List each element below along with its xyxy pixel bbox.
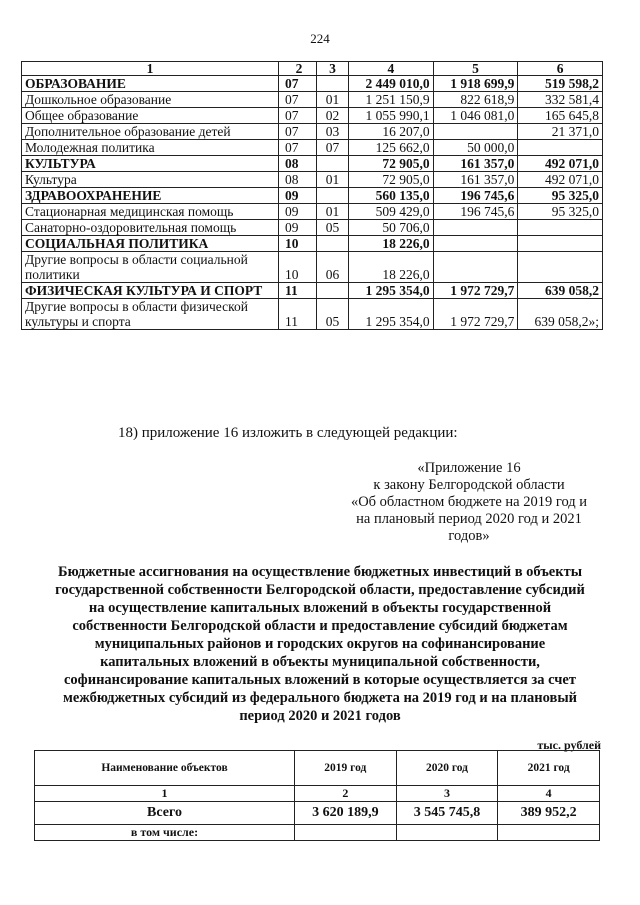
budget-row bbox=[22, 76, 603, 92]
row-value-2019: 72 905,0 bbox=[349, 156, 434, 172]
title-line: собственности Белгородской области и предоставление субсидий бюджетам bbox=[72, 618, 568, 634]
row-name: Молодежная политика bbox=[22, 140, 279, 156]
row-code: 10 bbox=[279, 252, 317, 283]
row-code: 07 bbox=[279, 92, 317, 108]
row-value-2019: 18 226,0 bbox=[349, 236, 434, 252]
title-line: софинансирование капитальных вложений в которые осуществляется за счет bbox=[64, 672, 576, 688]
row-value-2020: 161 357,0 bbox=[433, 172, 518, 188]
row-subcode: 01 bbox=[317, 172, 349, 188]
row-value-2019: 125 662,0 bbox=[349, 140, 434, 156]
row-value-2021: 332 581,4 bbox=[518, 92, 603, 108]
row-value-2019: 1 295 354,0 bbox=[349, 299, 434, 330]
row-value-2021: 95 325,0 bbox=[518, 204, 603, 220]
row-name: Культура bbox=[22, 172, 279, 188]
row-subcode: 05 bbox=[317, 299, 349, 330]
row-name: ФИЗИЧЕСКАЯ КУЛЬТУРА И СПОРТ bbox=[22, 283, 279, 299]
row-name: ОБРАЗОВАНИЕ bbox=[22, 76, 279, 92]
row-subcode: 06 bbox=[317, 252, 349, 283]
total-2019: 3 620 189,9 bbox=[295, 802, 397, 825]
row-code: 07 bbox=[279, 124, 317, 140]
row-value-2019: 16 207,0 bbox=[349, 124, 434, 140]
row-value-2019: 72 905,0 bbox=[349, 172, 434, 188]
header-col-3: 3 bbox=[317, 62, 349, 76]
objects-number-4: 4 bbox=[498, 786, 600, 802]
row-subcode bbox=[317, 283, 349, 299]
row-value-2021: 21 371,0 bbox=[518, 124, 603, 140]
budget-row bbox=[22, 156, 603, 172]
row-code: 07 bbox=[279, 108, 317, 124]
budget-row bbox=[22, 283, 603, 299]
row-code: 09 bbox=[279, 204, 317, 220]
row-value-2019: 1 055 990,1 bbox=[349, 108, 434, 124]
title-line: межбюджетных субсидий из федерального бюджета на 2019 год и на плановый bbox=[62, 690, 578, 706]
row-name: Стационарная медицинская помощь bbox=[22, 204, 279, 220]
row-value-2020: 1 972 729,7 bbox=[433, 283, 518, 299]
row-value-2020: 1 046 081,0 bbox=[433, 108, 518, 124]
budget-row bbox=[22, 188, 603, 204]
including-label: в том числе: bbox=[35, 825, 295, 841]
header-col-5: 5 bbox=[433, 62, 518, 76]
row-value-2021: 519 598,2 bbox=[518, 76, 603, 92]
objects-number-1: 1 bbox=[35, 786, 295, 802]
row-name: СОЦИАЛЬНАЯ ПОЛИТИКА bbox=[22, 236, 279, 252]
row-code: 07 bbox=[279, 76, 317, 92]
header-col-4: 4 bbox=[349, 62, 434, 76]
row-value-2021: 492 071,0 bbox=[518, 156, 603, 172]
row-value-2019: 2 449 010,0 bbox=[349, 76, 434, 92]
row-name: Дополнительное образование детей bbox=[22, 124, 279, 140]
row-code: 09 bbox=[279, 220, 317, 236]
row-value-2021 bbox=[518, 236, 603, 252]
budget-row bbox=[22, 108, 603, 124]
annex-line: к закону Белгородской области bbox=[373, 477, 565, 493]
row-value-2020: 822 618,9 bbox=[433, 92, 518, 108]
annex-line: на плановый период 2020 год и 2021 bbox=[356, 511, 582, 527]
row-code: 07 bbox=[279, 140, 317, 156]
row-name: Санаторно-оздоровительная помощь bbox=[22, 220, 279, 236]
title-line: период 2020 и 2021 годов bbox=[239, 708, 401, 724]
row-subcode: 01 bbox=[317, 92, 349, 108]
budget-table-body bbox=[22, 62, 603, 330]
row-value-2019: 560 135,0 bbox=[349, 188, 434, 204]
objects-table bbox=[34, 750, 600, 841]
title-line: государственной собственности Белгородской области, предоставление субсидий bbox=[55, 582, 585, 598]
objects-header-2021: 2021 год bbox=[498, 751, 600, 786]
annex-line: «Приложение 16 bbox=[417, 460, 521, 476]
row-value-2021 bbox=[518, 220, 603, 236]
row-value-2021: 492 071,0 bbox=[518, 172, 603, 188]
header-col-6: 6 bbox=[518, 62, 603, 76]
row-value-2019: 1 295 354,0 bbox=[349, 283, 434, 299]
row-value-2019: 509 429,0 bbox=[349, 204, 434, 220]
page-number: 224 bbox=[310, 31, 330, 46]
objects-header-2020: 2020 год bbox=[396, 751, 498, 786]
row-value-2019: 18 226,0 bbox=[349, 252, 434, 283]
document-title bbox=[30, 563, 610, 725]
row-name: Общее образование bbox=[22, 108, 279, 124]
budget-row bbox=[22, 140, 603, 156]
row-name: Другие вопросы в области физической культуры и спорта bbox=[22, 299, 279, 330]
row-value-2021 bbox=[518, 140, 603, 156]
row-value-2020: 50 000,0 bbox=[433, 140, 518, 156]
including-empty bbox=[396, 825, 498, 841]
row-value-2020 bbox=[433, 252, 518, 283]
budget-row bbox=[22, 124, 603, 140]
objects-number-row bbox=[35, 786, 600, 802]
row-name: Другие вопросы в области социальной политики bbox=[22, 252, 279, 283]
row-value-2019: 50 706,0 bbox=[349, 220, 434, 236]
budget-row bbox=[22, 92, 603, 108]
row-subcode: 03 bbox=[317, 124, 349, 140]
annex-reference bbox=[340, 460, 598, 545]
row-code: 08 bbox=[279, 172, 317, 188]
objects-header-2019: 2019 год bbox=[295, 751, 397, 786]
row-value-2020 bbox=[433, 124, 518, 140]
amendment-text: 18) приложение 16 изложить в следующей редакции: bbox=[118, 425, 458, 441]
row-value-2020 bbox=[433, 236, 518, 252]
row-value-2020: 1 972 729,7 bbox=[433, 299, 518, 330]
row-subcode bbox=[317, 76, 349, 92]
row-value-2020: 161 357,0 bbox=[433, 156, 518, 172]
objects-number-3: 3 bbox=[396, 786, 498, 802]
objects-including-row bbox=[35, 825, 600, 841]
title-line: капитальных вложений в объекты муниципальной собственности, bbox=[100, 654, 540, 670]
row-code: 08 bbox=[279, 156, 317, 172]
objects-header-row bbox=[35, 751, 600, 786]
budget-row bbox=[22, 204, 603, 220]
row-value-2021 bbox=[518, 252, 603, 283]
budget-row bbox=[22, 172, 603, 188]
header-col-2: 2 bbox=[279, 62, 317, 76]
annex-line: «Об областном бюджете на 2019 год и bbox=[350, 494, 588, 510]
row-code: 10 bbox=[279, 236, 317, 252]
budget-row bbox=[22, 220, 603, 236]
title-line: Бюджетные ассигнования на осуществление бюджетных инвестиций в объекты bbox=[57, 564, 583, 580]
budget-table-header-row bbox=[22, 62, 603, 76]
row-code: 11 bbox=[279, 299, 317, 330]
budget-row bbox=[22, 252, 603, 283]
row-subcode bbox=[317, 188, 349, 204]
row-value-2021: 639 058,2»; bbox=[518, 299, 603, 330]
including-empty bbox=[498, 825, 600, 841]
row-name: ЗДРАВООХРАНЕНИЕ bbox=[22, 188, 279, 204]
header-col-1: 1 bbox=[22, 62, 279, 76]
row-value-2020: 1 918 699,9 bbox=[433, 76, 518, 92]
total-label: Всего bbox=[35, 802, 295, 825]
row-value-2021: 165 645,8 bbox=[518, 108, 603, 124]
units-label: тыс. рублей bbox=[537, 738, 601, 752]
row-subcode: 07 bbox=[317, 140, 349, 156]
title-line: муниципальных районов и городских округов на софинансирование bbox=[94, 636, 546, 652]
objects-number-2: 2 bbox=[295, 786, 397, 802]
total-2020: 3 545 745,8 bbox=[396, 802, 498, 825]
row-value-2020: 196 745,6 bbox=[433, 204, 518, 220]
row-value-2020: 196 745,6 bbox=[433, 188, 518, 204]
annex-line: годов» bbox=[448, 528, 490, 544]
row-value-2021: 639 058,2 bbox=[518, 283, 603, 299]
budget-row bbox=[22, 299, 603, 330]
total-2021: 389 952,2 bbox=[498, 802, 600, 825]
row-subcode bbox=[317, 236, 349, 252]
row-name: Дошкольное образование bbox=[22, 92, 279, 108]
budget-row bbox=[22, 236, 603, 252]
row-subcode: 05 bbox=[317, 220, 349, 236]
row-subcode: 02 bbox=[317, 108, 349, 124]
title-line: на осуществление капитальных вложений в объекты государственной bbox=[88, 600, 552, 616]
row-value-2019: 1 251 150,9 bbox=[349, 92, 434, 108]
row-code: 11 bbox=[279, 283, 317, 299]
budget-table bbox=[21, 61, 603, 330]
row-name: КУЛЬТУРА bbox=[22, 156, 279, 172]
row-code: 09 bbox=[279, 188, 317, 204]
row-value-2021: 95 325,0 bbox=[518, 188, 603, 204]
row-subcode: 01 bbox=[317, 204, 349, 220]
row-subcode bbox=[317, 156, 349, 172]
row-value-2020 bbox=[433, 220, 518, 236]
including-empty bbox=[295, 825, 397, 841]
objects-header-name: Наименование объектов bbox=[35, 751, 295, 786]
objects-total-row bbox=[35, 802, 600, 825]
